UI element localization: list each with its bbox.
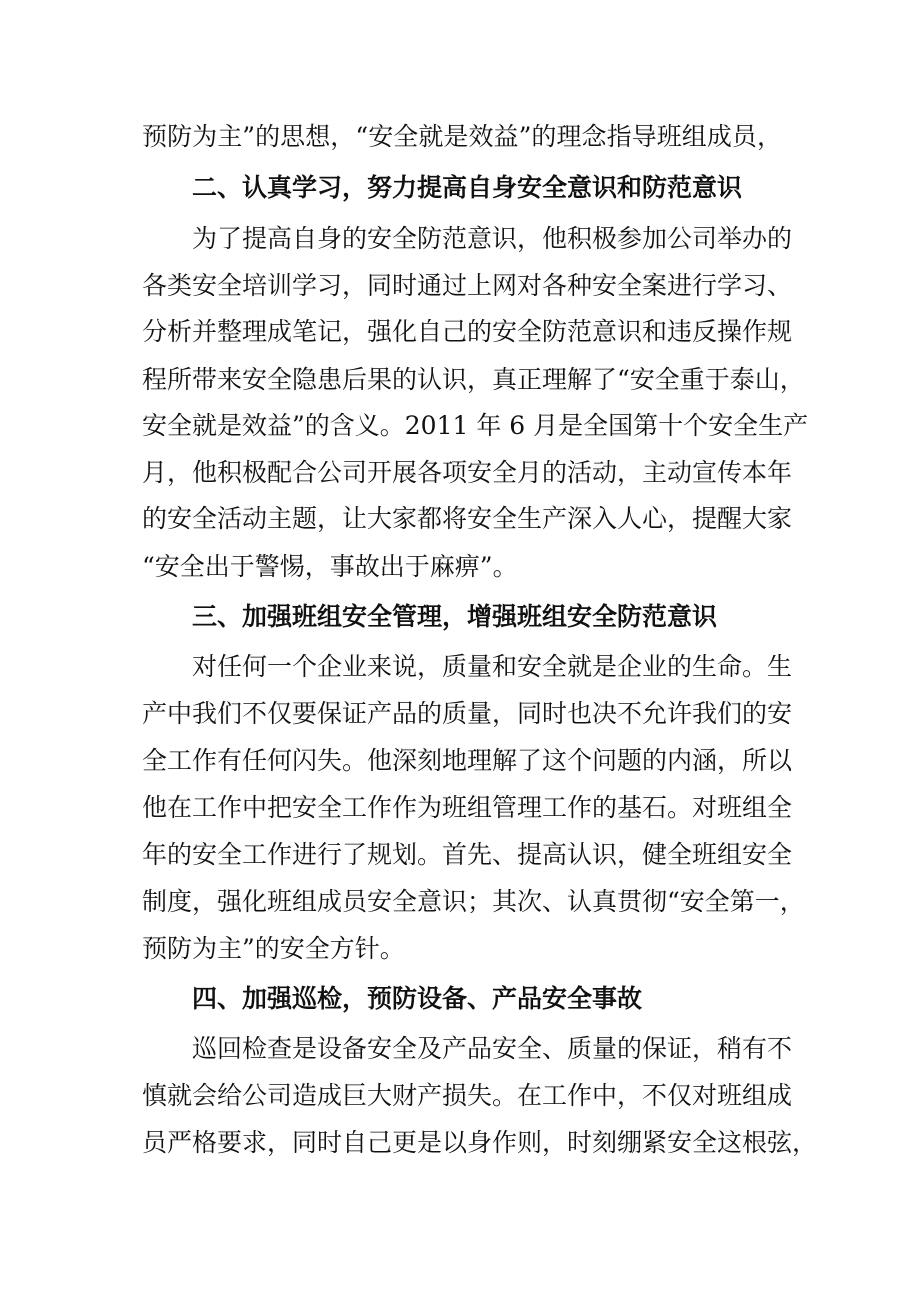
body-text-line: 慎就会给公司造成巨大财产损失。在工作中，不仅对班组成: [142, 1081, 793, 1110]
body-text-line: 为了提高自身的安全防范意识，他积极参加公司举办的: [192, 224, 793, 253]
body-text-line: 各类安全培训学习，同时通过上网对各种安全案进行学习、: [142, 271, 793, 300]
body-text-line: 分析并整理成笔记，强化自己的安全防范意识和违反操作规: [142, 317, 793, 346]
body-text-line: 对任何一个企业来说，质量和安全就是企业的生命。生: [192, 652, 793, 681]
body-text-line: 他在工作中把安全工作作为班组管理工作的基石。对班组全: [142, 793, 793, 822]
body-text-line: “安全出于警惕，事故出于麻痹”。: [142, 552, 518, 581]
body-text-line: 预防为主”的安全方针。: [142, 934, 405, 963]
body-text-line: 程所带来安全隐患后果的认识，真正理解了“安全重于泰山，: [142, 365, 805, 394]
body-text-line: 制度，强化班组成员安全意识；其次、认真贯彻“安全第一，: [142, 887, 805, 916]
body-text-line: 月，他积极配合公司开展各项安全月的活动，主动宣传本年: [142, 458, 793, 487]
body-text-line: 员严格要求，同时自己更是以身作则，时刻绷紧安全这根弦，: [142, 1128, 818, 1157]
body-text-line: 全工作有任何闪失。他深刻地理解了这个问题的内涵，所以: [142, 746, 793, 775]
section-heading-3: 三、加强班组安全管理，增强班组安全防范意识: [192, 602, 718, 631]
section-heading-4: 四、加强巡检，预防设备、产品安全事故: [192, 984, 643, 1013]
body-text-line: 的安全活动主题，让大家都将安全生产深入人心，提醒大家: [142, 504, 793, 533]
body-text-line: 年的安全工作进行了规划。首先、提高认识，健全班组安全: [142, 840, 793, 869]
body-text-line: 预防为主”的思想，“安全就是效益”的理念指导班组成员，: [142, 122, 782, 151]
body-text-line: 安全就是效益”的含义。2011 年 6 月是全国第十个安全生产: [142, 411, 809, 440]
body-text-line: 巡回检查是设备安全及产品安全、质量的保证，稍有不: [192, 1034, 793, 1063]
section-heading-2: 二、认真学习，努力提高自身安全意识和防范意识: [192, 173, 743, 202]
body-text-line: 产中我们不仅要保证产品的质量，同时也决不允许我们的安: [142, 699, 793, 728]
